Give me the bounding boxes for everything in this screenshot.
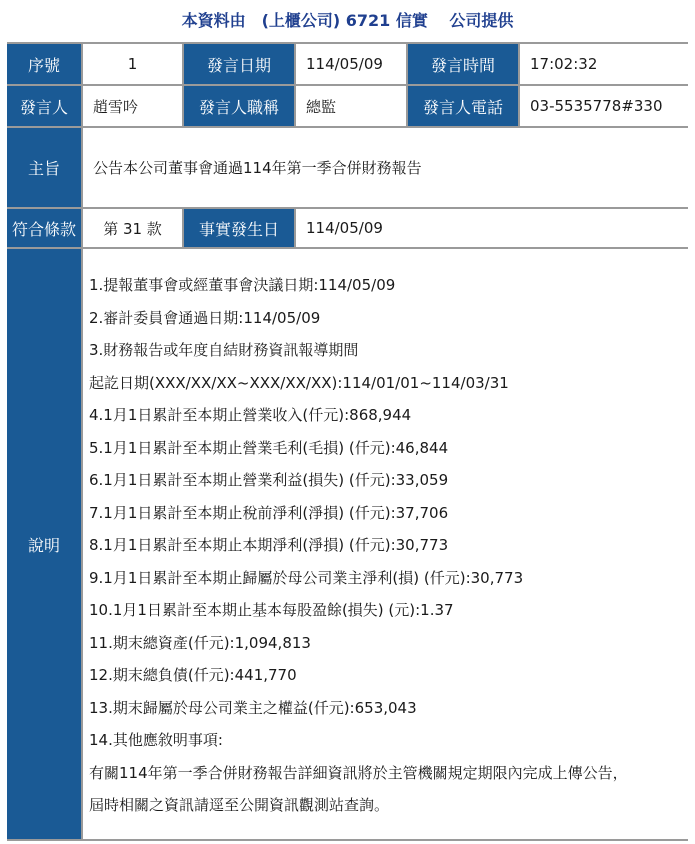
description-line: 起訖日期(XXX/XX/XX~XXX/XX/XX):114/01/01~114/03/31	[89, 373, 509, 392]
source-header: 本資料由 (上櫃公司) 6721 信實 公司提供	[181, 11, 514, 30]
description-line: 13.期末歸屬於母公司業主之權益(仟元):653,043	[89, 698, 417, 717]
description-label: 說明	[7, 249, 83, 839]
description-line: 有關114年第一季合併財務報告詳細資訊將於主管機關規定期限內完成上傳公告，	[89, 763, 628, 782]
speaker-title-label: 發言人職稱	[184, 86, 296, 126]
subject-value: 公告本公司董事會通過114年第一季合併財務報告	[93, 159, 422, 177]
description-line: 10.1月1日累計至本期止基本每股盈餘(損失) (元):1.37	[89, 601, 454, 619]
speaker-title-value: 總監	[296, 86, 408, 126]
announcement-table	[7, 42, 688, 841]
description-line: 14.其他應敘明事項:	[89, 731, 223, 749]
description-line: 9.1月1日累計至本期止歸屬於母公司業主淨利(損) (仟元):30,773	[89, 568, 524, 587]
date-label: 發言日期	[184, 44, 296, 84]
subject-label: 主旨	[7, 128, 83, 207]
table-row	[7, 209, 688, 249]
seq-value: 1	[83, 44, 184, 84]
description-line: 5.1月1日累計至本期止營業毛利(毛損) (仟元):46,844	[89, 438, 449, 457]
description-content	[83, 249, 688, 839]
speaker-phone-value: 03-5535778#330	[530, 97, 663, 115]
table-row	[7, 42, 688, 86]
event-date-value: 114/05/09	[306, 219, 383, 237]
description-line: 屆時相關之資訊請逕至公開資訊觀測站查詢。	[89, 796, 390, 814]
speaker-value: 趙雪吟	[83, 86, 184, 126]
time-value: 17:02:32	[530, 55, 598, 73]
description-line: 8.1月1日累計至本期止本期淨利(淨損) (仟元):30,773	[89, 536, 449, 554]
description-line: 2.審計委員會通過日期:114/05/09	[89, 308, 321, 327]
table-row	[7, 249, 688, 841]
description-line: 4.1月1日累計至本期止營業收入(仟元):868,944	[89, 406, 412, 424]
table-row	[7, 86, 688, 128]
clause-value: 第 31 款	[83, 209, 184, 247]
event-date-label: 事實發生日	[184, 209, 296, 247]
description-line: 6.1月1日累計至本期止營業利益(損失) (仟元):33,059	[89, 471, 449, 489]
speaker-label: 發言人	[7, 86, 83, 126]
description-line: 3.財務報告或年度自結財務資訊報導期間	[89, 341, 359, 359]
description-line: 12.期末總負債(仟元):441,770	[89, 666, 297, 684]
description-line: 1.提報董事會或經董事會決議日期:114/05/09	[89, 276, 396, 294]
date-value: 114/05/09	[296, 44, 408, 84]
clause-label: 符合條款	[7, 209, 83, 247]
time-label: 發言時間	[408, 44, 520, 84]
description-line: 11.期末總資產(仟元):1,094,813	[89, 633, 311, 652]
seq-label: 序號	[7, 44, 83, 84]
table-row	[7, 128, 688, 209]
speaker-phone-label: 發言人電話	[408, 86, 520, 126]
description-line: 7.1月1日累計至本期止稅前淨利(淨損) (仟元):37,706	[89, 503, 449, 522]
